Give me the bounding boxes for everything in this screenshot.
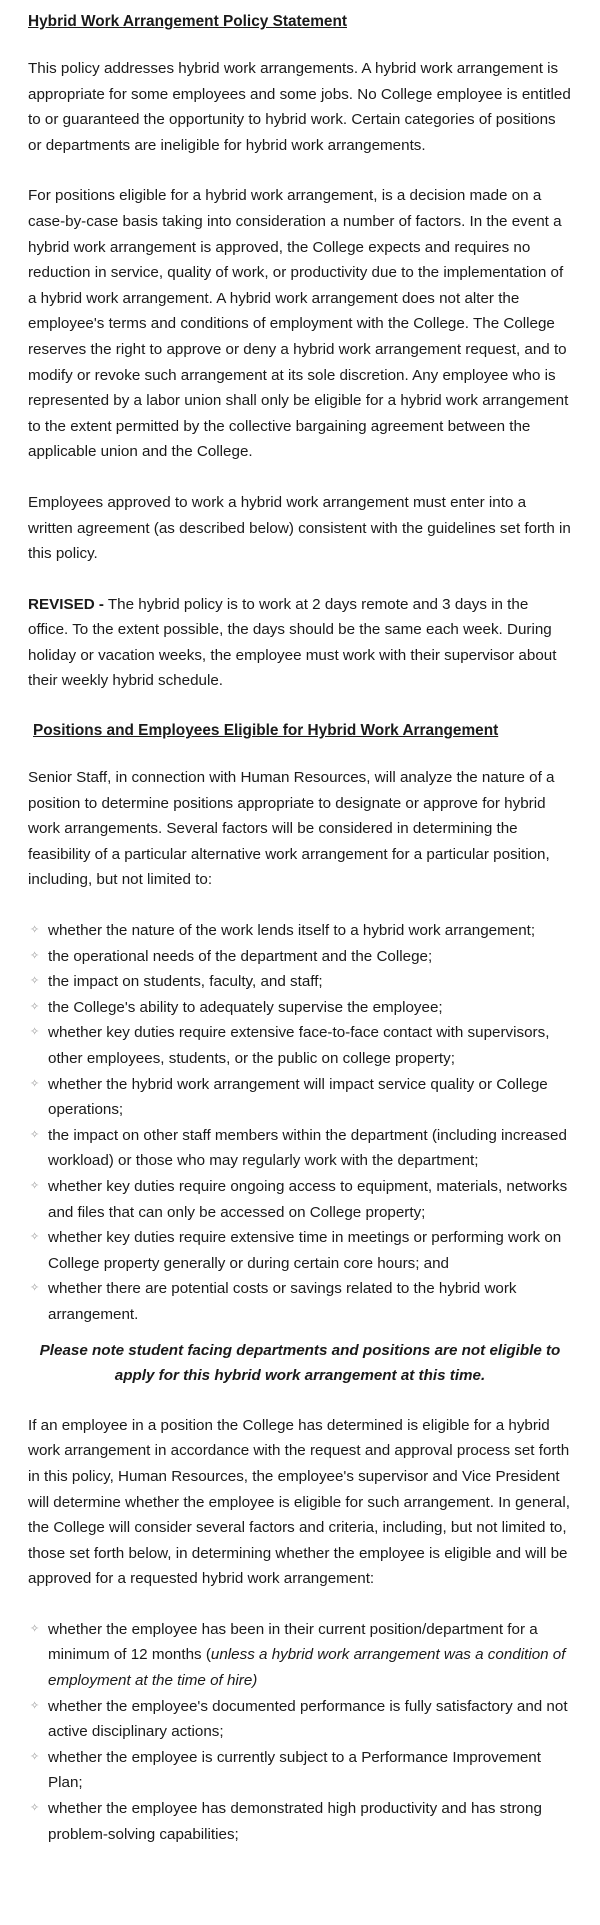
list-item bbox=[28, 944, 572, 970]
bullet-icon: ✧ bbox=[30, 1750, 40, 1763]
revised-label: REVISED - bbox=[28, 595, 104, 613]
factor-text: whether the nature of the work lends itself to a hybrid work arrangement; bbox=[48, 922, 536, 940]
list-item bbox=[28, 1276, 572, 1327]
list-item bbox=[28, 1174, 572, 1225]
eligibility-paragraph: For positions eligible for a hybrid work arrangement, is a decision made on a case-by-case basis taking into consideration a number of factors. In the event a hybrid work arrangement is approved, the College expects and requires no reduction in service, quality of work, or productivity due to the implementation of a hybrid work arrangement. A hybrid work arrangement does not alter the employee's terms and conditions of employment with the College. The College reserves the right to approve or deny a hybrid work arrangement request, and to modify or revoke such arrangement at its sole discretion. Any employee who is represented by a labor union shall only be eligible for a hybrid work arrangement to the extent permitted by the collective bargaining agreement between the applicable union and the College. bbox=[28, 187, 569, 461]
factor-text: whether key duties require ongoing access to equipment, materials, networks and files that can only be accessed on College property; bbox=[48, 1177, 568, 1221]
bullet-icon: ✧ bbox=[30, 1282, 40, 1295]
list-item bbox=[28, 1020, 572, 1071]
criteria-italic-note: unless a hybrid work arrangement was a condition of employment at the time of hire) bbox=[48, 1646, 566, 1690]
factor-text: the operational needs of the department and the College; bbox=[48, 947, 433, 965]
employee-eligibility-intro: If an employee in a position the College has determined is eligible for a hybrid work arrangement in accordance with the request and approval process set forth in this policy, Human Resources, the employee's supervisor and Vice President will determine whether the employee is eligible for such arrangement. In general, the College will consider several factors and criteria, including, but not limited to, those set forth below, in determining whether the employee is eligible and will be approved for a requested hybrid work arrangement: bbox=[28, 1416, 570, 1588]
factor-text: the impact on other staff members within the department (including increased workload) or those who may regularly work with the department; bbox=[48, 1126, 567, 1170]
revised-text: The hybrid policy is to work at 2 days remote and 3 days in the office. To the extent possible, the days should be the same each week. During holiday or vacation weeks, the employee must work with their supervisor about their weekly hybrid schedule. bbox=[28, 595, 557, 690]
bullet-icon: ✧ bbox=[30, 1026, 40, 1039]
factor-text: whether key duties require extensive time in meetings or performing work on College property generally or during certain core hours; and bbox=[48, 1229, 562, 1272]
revised-paragraph bbox=[28, 592, 572, 694]
criteria-list bbox=[28, 1617, 572, 1847]
list-item bbox=[28, 1694, 572, 1745]
bullet-icon: ✧ bbox=[30, 1699, 40, 1712]
criteria-text: whether the employee's documented performance is fully satisfactory and not active disciplinary actions; bbox=[48, 1697, 568, 1741]
list-item bbox=[28, 1796, 572, 1847]
factor-list bbox=[28, 918, 572, 1328]
factor-text: whether there are potential costs or savings related to the hybrid work arrangement. bbox=[48, 1280, 517, 1323]
list-item bbox=[28, 1617, 572, 1694]
bullet-icon: ✧ bbox=[30, 1802, 40, 1815]
list-item bbox=[28, 1072, 572, 1123]
list-item bbox=[28, 995, 572, 1021]
factor-text: the College's ability to adequately supervise the employee; bbox=[48, 998, 443, 1016]
page-title: Hybrid Work Arrangement Policy Statement bbox=[28, 13, 348, 30]
bullet-icon: ✧ bbox=[30, 1000, 40, 1013]
list-item bbox=[28, 1225, 572, 1276]
intro-paragraph: This policy addresses hybrid work arrangements. A hybrid work arrangement is appropriate for some employees and some jobs. No College employee is entitled to or guaranteed the opportunity to hybrid work. Certain categories of positions or departments are ineligible for hybrid work arrangements. bbox=[28, 60, 571, 154]
agreement-paragraph: Employees approved to work a hybrid work arrangement must enter into a written agreement (as described below) consistent with the guidelines set forth in this policy. bbox=[28, 493, 571, 563]
list-item bbox=[28, 969, 572, 995]
student-facing-notice: Please note student facing departments and positions are not eligible to apply for this hybrid work arrangement at this time. bbox=[39, 1341, 561, 1385]
bullet-icon: ✧ bbox=[30, 949, 40, 962]
list-item bbox=[28, 1123, 572, 1174]
list-item bbox=[28, 918, 572, 944]
bullet-icon: ✧ bbox=[30, 924, 40, 937]
bullet-icon: ✧ bbox=[30, 1179, 40, 1192]
criteria-text: whether the employee is currently subject to a Performance Improvement Plan; bbox=[48, 1748, 541, 1792]
factor-text: whether the hybrid work arrangement will impact service quality or College operations; bbox=[48, 1075, 548, 1119]
list-item bbox=[28, 1745, 572, 1796]
bullet-icon: ✧ bbox=[30, 1128, 40, 1141]
section-heading: Positions and Employees Eligible for Hybrid Work Arrangement bbox=[33, 722, 499, 740]
bullet-icon: ✧ bbox=[30, 1231, 40, 1244]
factor-text: whether key duties require extensive face-to-face contact with supervisors, other employees, students, or the public on college property; bbox=[48, 1024, 550, 1067]
criteria-text: whether the employee has been in their current position/department for a minimum of 12 months ( bbox=[48, 1620, 538, 1664]
bullet-icon: ✧ bbox=[30, 1622, 40, 1635]
bullet-icon: ✧ bbox=[30, 975, 40, 988]
criteria-text: whether the employee has demonstrated high productivity and has strong problem-solving capabilities; bbox=[48, 1800, 542, 1843]
section-intro: Senior Staff, in connection with Human Resources, will analyze the nature of a position to determine positions appropriate to designate or approve for hybrid work arrangements. Several factors will be considered in determining the feasibility of a particular alternative work arrangement for a particular position, including, but not limited to: bbox=[28, 769, 555, 889]
bullet-icon: ✧ bbox=[30, 1077, 40, 1090]
factor-text: the impact on students, faculty, and staff; bbox=[48, 973, 323, 991]
